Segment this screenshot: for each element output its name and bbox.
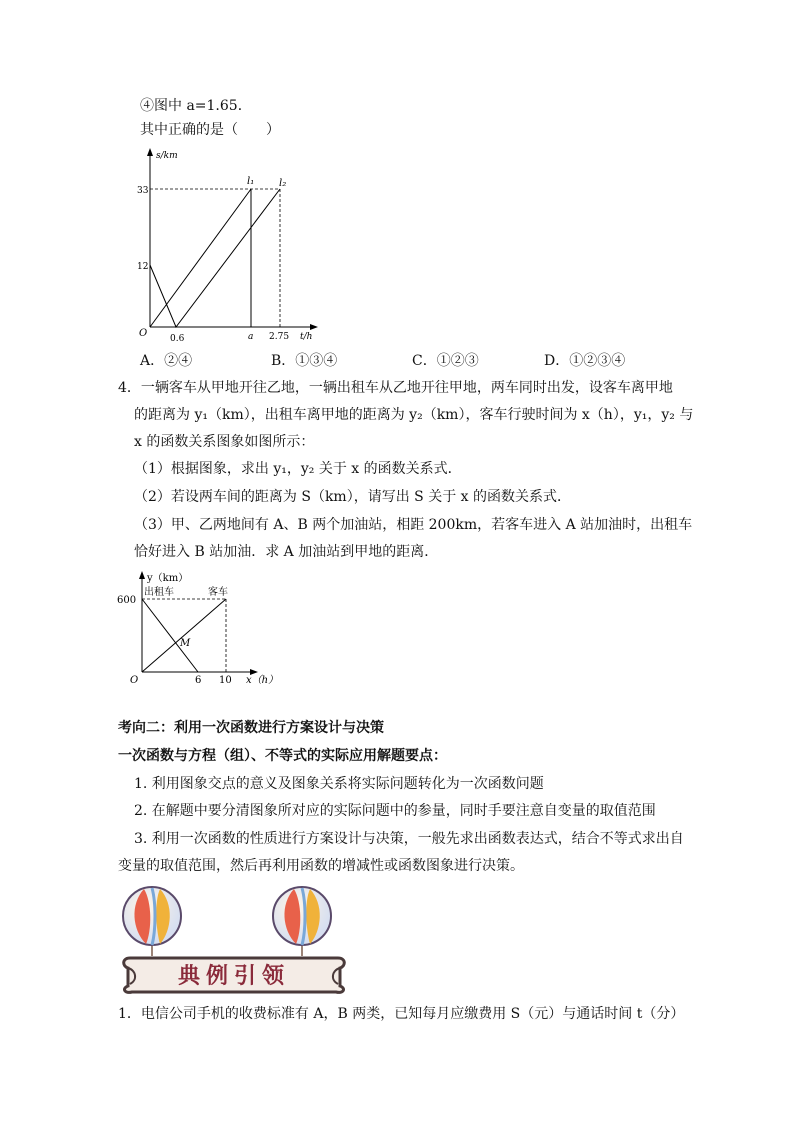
- q4-tick-600: 600: [117, 595, 137, 606]
- q4-origin: O: [130, 675, 139, 686]
- q4-line1: 4．一辆客车从甲地开往乙地，一辆出租车从乙地开往甲地，两车同时出发，设客车离甲地: [118, 380, 673, 396]
- q3-x-arrow: [310, 324, 318, 330]
- example1-line1: 1．电信公司手机的收费标准有 A，B 两类，已知每月应缴费用 S（元）与通话时间 t（分）: [118, 1006, 685, 1022]
- q4-y-arrow: [139, 571, 145, 579]
- q3-line-l1: [150, 189, 251, 327]
- q3-y-arrow: [147, 148, 153, 156]
- banner-text: 典例引领: [177, 963, 291, 989]
- q3-y-label: s/km: [156, 151, 178, 161]
- q4-part1: （1）根据图象，求出 y₁，y₂ 关于 x 的函数关系式．: [134, 461, 462, 477]
- beach-ball-right-icon: [273, 887, 331, 945]
- section-point-3b: 变量的取值范围，然后再利用函数的增减性或函数图象进行决策。: [118, 858, 524, 874]
- q4-tick-10: 10: [219, 675, 232, 686]
- q3-prompt: 其中正确的是（ ）: [140, 122, 280, 138]
- q3-tick-33: 33: [137, 186, 149, 196]
- q4-taxi-line: [142, 599, 198, 672]
- section-point-3a: 3. 利用一次函数的性质进行方案设计与决策，一般先求出函数表达式，结合不等式求出自: [134, 831, 684, 847]
- q3-option-b: B．①③④: [271, 353, 338, 369]
- q4-line3: x 的函数关系图象如图所示：: [134, 434, 315, 450]
- q4-y-label: y（km）: [147, 573, 189, 584]
- q4-line2: 的距离为 y₁（km），出租车离甲地的距离为 y₂（km），客车行驶时间为 x（h），y₁，y₂ 与: [134, 407, 694, 423]
- q3-item4: ④图中 a=1.65．: [140, 98, 252, 114]
- q3-l1-label: l₁: [247, 176, 255, 187]
- q3-option-a: A．②④: [140, 353, 193, 369]
- q3-tick-a: a: [248, 332, 254, 342]
- section-title: 考向二：利用一次函数进行方案设计与决策: [118, 720, 384, 736]
- q3-option-d: D．①②③④: [544, 353, 626, 369]
- q3-tick-275: 2.75: [269, 332, 290, 342]
- q4-part3b: 恰好进入 B 站加油．求 A 加油站到甲地的距离．: [134, 544, 439, 560]
- section-subtitle: 一次函数与方程（组）、不等式的实际应用解题要点：: [118, 748, 447, 764]
- q3-option-c: C．①②③: [412, 353, 479, 369]
- q4-x-label: x（h）: [246, 675, 279, 686]
- q3-x-label: t/h: [300, 332, 313, 342]
- section-point-1: 1. 利用图象交点的意义及图象关系将实际问题转化为一次函数问题: [134, 776, 544, 792]
- q3-tick-12: 12: [137, 262, 149, 272]
- q3-graph: [136, 144, 336, 349]
- q4-taxi-label: 出租车: [144, 587, 174, 598]
- q4-graph: [116, 566, 291, 691]
- q4-part3a: （3）甲、乙两地间有 A、B 两个加油站，相距 200km，若客车进入 A 站加油时，出租车: [134, 517, 693, 533]
- example-banner: [116, 882, 352, 994]
- q4-part2: （2）若设两车间的距离为 S（km），请写出 S 关于 x 的函数关系式．: [134, 489, 571, 505]
- section-point-2: 2. 在解题中要分清图象所对应的实际问题中的参量，同时手要注意自变量的取值范围: [134, 803, 656, 819]
- q3-origin: O: [139, 328, 148, 339]
- q4-bus-line: [142, 599, 226, 672]
- beach-ball-left-icon: [123, 887, 181, 945]
- q3-line-l2: [150, 189, 280, 327]
- q4-point-m: M: [180, 638, 191, 649]
- q3-tick-06: 0.6: [170, 334, 185, 344]
- q3-l2-label: l₂: [279, 178, 287, 189]
- q4-tick-6: 6: [195, 675, 202, 686]
- q4-bus-label: 客车: [208, 587, 228, 598]
